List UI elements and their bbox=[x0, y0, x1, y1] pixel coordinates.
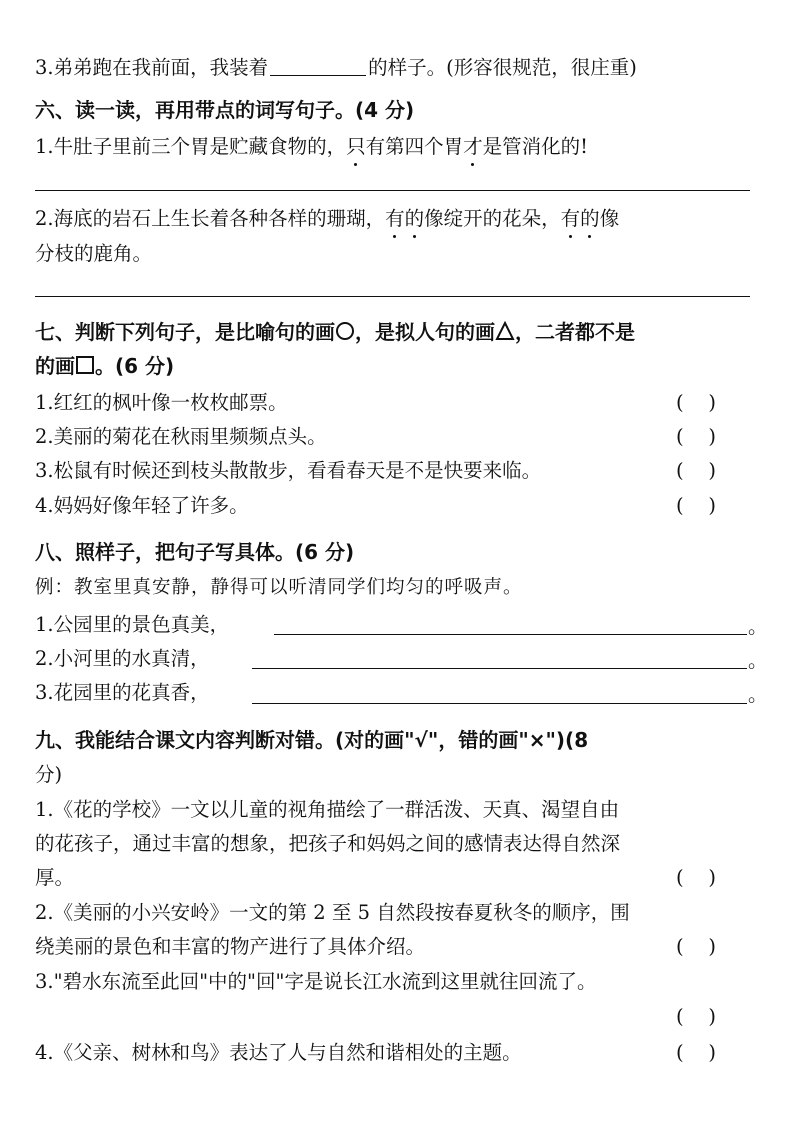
sec8-item-1: 1.公园里的景色真美， bbox=[35, 613, 230, 636]
section-8-heading: 八、照样子，把句子写具体。(6 分) bbox=[35, 540, 355, 564]
sec8-item-2: 2.小河里的水真清， bbox=[35, 647, 210, 670]
section-9-heading-line-1: 九、我能结合课文内容判断对错。(对的画"√"，错的画"×")(8 bbox=[35, 728, 589, 752]
sec6-q2-text-b: 像绽开的花朵， bbox=[424, 207, 561, 230]
sec7-heading-text-d: 的画 bbox=[35, 354, 75, 378]
prev-item-3-text-before: 3.弟弟跑在我前面，我装着 bbox=[35, 56, 269, 79]
section-7-heading-line-2 bbox=[35, 352, 174, 380]
sec9-q2-line-1: 2.《美丽的小兴安岭》一文的第 2 至 5 自然段按春夏秋冬的顺序，围 bbox=[35, 901, 630, 924]
sec6-q2-text-a: 2.海底的岩石上生长着各种各样的珊瑚， bbox=[35, 207, 386, 230]
sec6-question-2-line-2: 分枝的鹿角。 bbox=[35, 242, 153, 265]
sec9-q3-answer-box[interactable]: ( ) bbox=[676, 1005, 717, 1028]
prev-item-3-blank[interactable] bbox=[270, 55, 366, 76]
sec7-item-3: 3.松鼠有时候还到枝头散散步，看看春天是不是快要来临。 bbox=[35, 459, 542, 482]
sec6-q1-answer-line[interactable] bbox=[35, 190, 750, 191]
sec7-heading-text-a: 七、判断下列句子，是比喻句的画 bbox=[35, 320, 335, 344]
sec7-item-2-answer-box[interactable]: ( ) bbox=[676, 425, 717, 448]
sec6-question-2-line-1 bbox=[35, 205, 619, 233]
section-7-heading-line-1 bbox=[35, 318, 635, 346]
square-symbol-icon bbox=[75, 355, 95, 375]
sec8-item-3: 3.花园里的花真香， bbox=[35, 681, 210, 704]
sec6-q1-text-c: 是管消化的! bbox=[482, 135, 588, 158]
sec7-item-3-answer-box[interactable]: ( ) bbox=[676, 459, 717, 482]
sec7-item-1: 1.红红的枫叶像一枚枚邮票。 bbox=[35, 391, 288, 414]
sec8-item-1-answer-line[interactable] bbox=[274, 634, 747, 635]
section-9-heading-line-2: 分) bbox=[35, 763, 63, 786]
sec9-q4-line-1: 4.《父亲、树林和鸟》表达了人与自然和谐相处的主题。 bbox=[35, 1041, 522, 1064]
sec6-q1-text-b: 有第四个胃 bbox=[365, 135, 464, 158]
sec9-q4-answer-box[interactable]: ( ) bbox=[676, 1041, 717, 1064]
sec8-item-2-end-mark: 。 bbox=[748, 649, 768, 672]
sec9-q2-answer-box[interactable]: ( ) bbox=[676, 935, 717, 958]
sec6-q1-dotted-word-2: 才 bbox=[463, 133, 483, 161]
sec7-item-1-answer-box[interactable]: ( ) bbox=[676, 391, 717, 414]
sec9-q3-line-1: 3."碧水东流至此回"中的"回"字是说长江水流到这里就往回流了。 bbox=[35, 970, 597, 993]
sec8-example: 例：教室里真安静，静得可以听清同学们均匀的呼吸声。 bbox=[35, 577, 523, 598]
sec6-q2-text-c: 像 bbox=[599, 207, 620, 230]
sec7-heading-text-c: ，二者都不是 bbox=[515, 320, 635, 344]
triangle-symbol-icon bbox=[495, 321, 515, 341]
sec7-item-4-answer-box[interactable]: ( ) bbox=[676, 494, 717, 517]
sec8-item-1-end-mark: 。 bbox=[748, 615, 768, 638]
sec7-item-4: 4.妈妈好像年轻了许多。 bbox=[35, 494, 249, 517]
sec6-q2-answer-line[interactable] bbox=[35, 296, 750, 297]
prev-item-3-text-after: 的样子。(形容很规范，很庄重) bbox=[368, 56, 637, 79]
prev-item-3 bbox=[35, 54, 637, 82]
sec6-question-1 bbox=[35, 133, 588, 161]
circle-symbol-icon bbox=[335, 321, 355, 341]
section-6-heading: 六、读一读，再用带点的词写句子。(4 分) bbox=[35, 98, 415, 122]
sec9-q1-line-3: 厚。 bbox=[35, 866, 75, 889]
sec8-item-2-answer-line[interactable] bbox=[252, 668, 747, 669]
sec8-item-3-answer-line[interactable] bbox=[252, 703, 747, 704]
sec6-q2-dotted-word-2: 有的 bbox=[561, 207, 600, 230]
sec7-item-2: 2.美丽的菊花在秋雨里频频点头。 bbox=[35, 425, 327, 448]
sec9-q1-line-1: 1.《花的学校》一文以儿童的视角描绘了一群活泼、天真、渴望自由 bbox=[35, 798, 620, 821]
sec6-q1-text-a: 1.牛肚子里前三个胃是贮藏食物的， bbox=[35, 135, 347, 158]
sec9-q1-answer-box[interactable]: ( ) bbox=[676, 866, 717, 889]
sec9-q2-line-2: 绕美丽的景色和丰富的物产进行了具体介绍。 bbox=[35, 935, 426, 958]
sec6-q1-dotted-word-1: 只 bbox=[346, 133, 366, 161]
sec9-q1-line-2: 的花孩子，通过丰富的想象，把孩子和妈妈之间的感情表达得自然深 bbox=[35, 832, 621, 855]
sec7-heading-text-e: 。(6 分) bbox=[95, 354, 175, 378]
sec6-q2-dotted-word-1: 有的 bbox=[385, 207, 424, 230]
sec8-item-3-end-mark: 。 bbox=[748, 683, 768, 706]
sec7-heading-text-b: ，是拟人句的画 bbox=[355, 320, 495, 344]
